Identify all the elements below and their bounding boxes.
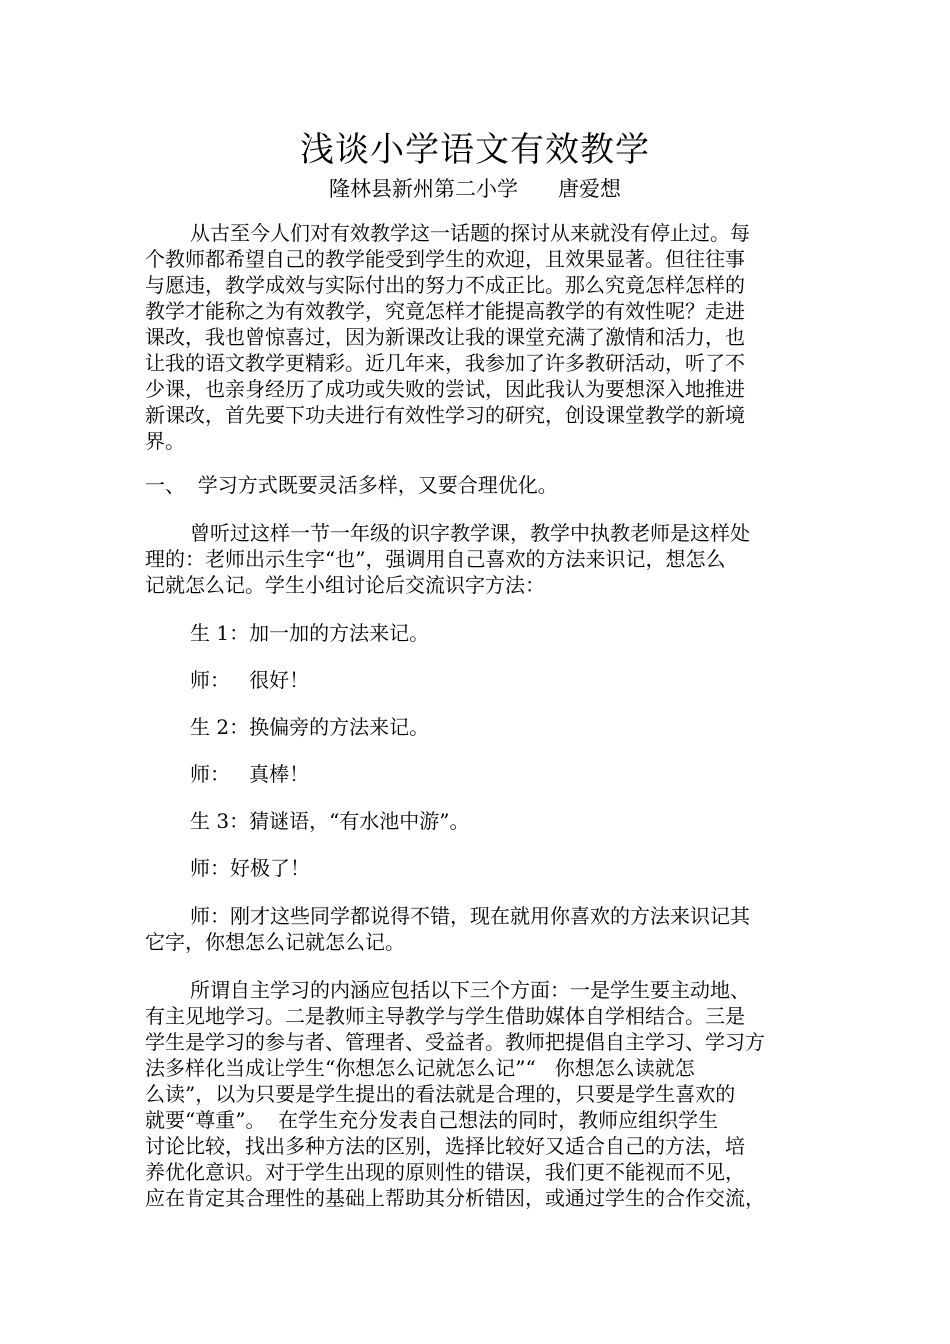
example-line: 曾听过这样一节一年级的识字教学课，教学中执教老师是这样处 <box>190 521 750 545</box>
intro-line: 界。 <box>145 429 185 453</box>
dialogue-line: 生 2：换偏旁的方法来记。 <box>190 715 430 739</box>
dialogue-line: 师： 真棒！ <box>190 762 310 786</box>
analysis-line: 养优化意识。对于学生出现的原则性的错误，我们更不能视而不见， <box>145 1160 745 1184</box>
analysis-line: 就要“尊重”。 在学生充分发表自己想法的同时，教师应组织学生 <box>145 1108 719 1132</box>
intro-line: 教学才能称之为有效教学，究竟怎样才能提高教学的有效性呢？走进 <box>145 299 745 323</box>
school-name: 隆林县新州第二小学 <box>329 177 518 201</box>
dialogue-line: 师：好极了！ <box>190 856 310 880</box>
analysis-line: 学生是学习的参与者、管理者、受益者。教师把提倡自主学习、学习方 <box>145 1030 765 1054</box>
analysis-line: 有主见地学习。二是教师主导教学与学生借助媒体自学相结合。三是 <box>145 1004 745 1028</box>
dialogue-line: 生 1：加一加的方法来记。 <box>190 621 430 645</box>
intro-line: 从古至今人们对有效教学这一话题的探讨从来就没有停止过。每 <box>190 221 750 245</box>
dialogue-line: 师： 很好！ <box>190 668 310 692</box>
example-line: 记就怎么记。学生小组讨论后交流识字方法： <box>145 573 545 597</box>
analysis-line: 讨论比较，找出多种方法的区别，选择比较好又适合自己的方法，培 <box>145 1134 745 1158</box>
intro-line: 与愿违，教学成效与实际付出的努力不成正比。那么究竟怎样怎样的 <box>145 273 745 297</box>
analysis-line: 应在肯定其合理性的基础上帮助其分析错因，或通过学生的合作交流， <box>145 1186 765 1210</box>
intro-line: 新课改，首先要下功夫进行有效性学习的研究，创设课堂教学的新境 <box>145 403 745 427</box>
section-heading: 一、 学习方式既要灵活多样，又要合理优化。 <box>145 473 558 497</box>
analysis-line: 所谓自主学习的内涵应包括以下三个方面：一是学生要主动地、 <box>190 978 750 1002</box>
author-name: 唐爱想 <box>558 177 621 201</box>
example-line: 理的：老师出示生字“也”，强调用自己喜欢的方法来识记，想怎么 <box>145 547 726 571</box>
teacher-close-line: 师：刚才这些同学都说得不错，现在就用你喜欢的方法来识记其 <box>190 904 750 928</box>
intro-line: 让我的语文教学更精彩。近几年来，我参加了许多教研活动，听了不 <box>145 351 745 375</box>
intro-line: 少课，也亲身经历了成功或失败的尝试，因此我认为要想深入地推进 <box>145 377 745 401</box>
teacher-close-line: 它字，你想怎么记就怎么记。 <box>145 930 405 954</box>
intro-line: 个教师都希望自己的教学能受到学生的欢迎，且效果显著。但往往事 <box>145 247 745 271</box>
byline <box>0 176 950 202</box>
intro-line: 课改，我也曾惊喜过，因为新课改让我的课堂充满了激情和活力，也 <box>145 325 745 349</box>
dialogue-line: 生 3：猜谜语，“有水池中游”。 <box>190 809 470 833</box>
analysis-line: 法多样化当成让学生“你想怎么记就怎么记”“ 你想怎么读就怎 <box>145 1056 695 1080</box>
analysis-line: 么读”，以为只要是学生提出的看法就是合理的，只要是学生喜欢的 <box>145 1082 736 1106</box>
page-title: 浅谈小学语文有效教学 <box>300 130 650 170</box>
